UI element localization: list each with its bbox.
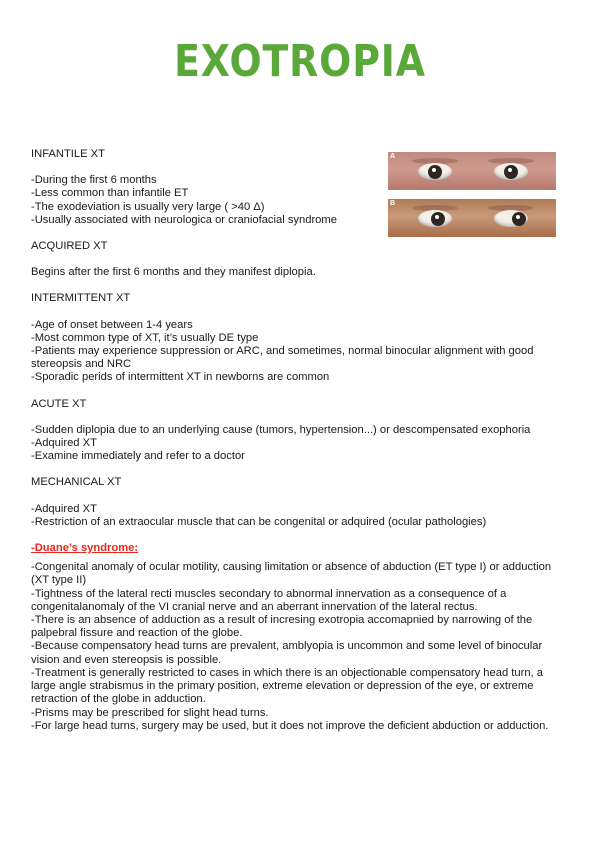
list-item: -For large head turns, surgery may be used, but it does not improve the deficient abduction or adduction.: [31, 719, 549, 732]
list-item: -Prisms may be prescribed for slight head turns.: [31, 706, 269, 719]
list-item: Begins after the first 6 months and they manifest diplopia.: [31, 266, 316, 279]
list-item: -During the first 6 months: [31, 174, 157, 187]
list-item: -Congenital anomaly of ocular motility, causing limitation or absence of abduction (ET type I) or adduction (XT type II): [31, 561, 552, 587]
list-item: -Restriction of an extraocular muscle that can be congenital or adquired (ocular pathologies): [31, 515, 487, 528]
section-heading-intermittent: INTERMITTENT XT: [31, 292, 131, 305]
list-item: -Treatment is generally restricted to cases in which there is an objectionable compensatory head turn, a large angle strabismus in the primary position, extreme elevation or depression of the eye, or extreme retraction of the globe in adduction.: [31, 666, 543, 706]
list-item: -Most common type of XT, it’s usually DE type: [31, 331, 259, 344]
list-item: -Tightness of the lateral recti muscles secondary to abnormal innervation as a consequence of a congenitalanomaly of the VI cranial nerve and an aberrant innervation of the lateral rectus.: [31, 587, 507, 613]
section-heading-acquired: ACQUIRED XT: [31, 240, 108, 253]
section-heading-duane: -Duane’s syndrome:: [31, 542, 139, 555]
list-item: -Patients may experience suppression or ARC, and sometimes, normal binocular alignment with good stereopsis and NRC: [31, 345, 534, 371]
list-item: -Sporadic perids of intermittent XT in newborns are common: [31, 371, 330, 384]
list-item: -Adquired XT: [31, 502, 97, 515]
list-item: -Sudden diplopia due to an underlying cause (tumors, hypertension...) or descompensated exophoria: [31, 423, 531, 436]
list-item: -Examine immediately and refer to a doctor: [31, 450, 245, 463]
document-body: [31, 148, 566, 733]
photo-label-b: B: [390, 200, 396, 207]
list-item: -Usually associated with neurologica or craniofacial syndrome: [31, 213, 337, 226]
page-title: EXOTROPIA: [174, 36, 426, 87]
list-item: -Less common than infantile ET: [31, 187, 189, 200]
photo-label-a: A: [390, 153, 396, 160]
list-item: -Because compensatory head turns are prevalent, amblyopia is uncommon and some level of binocular vision and even stereopsis is possible.: [31, 640, 543, 666]
section-heading-mechanical: MECHANICAL XT: [31, 476, 122, 489]
list-item: -Age of onset between 1-4 years: [31, 318, 193, 331]
list-item: -The exodeviation is usually very large ( >40 Δ): [31, 200, 265, 213]
list-item: -Adquired XT: [31, 437, 97, 450]
section-heading-infantile: INFANTILE XT: [31, 148, 105, 160]
list-item: -There is an absence of adduction as a result of incresing exotropia accomapnied by narrowing of the palpebral fissure and reaction of the globe.: [31, 614, 533, 640]
section-heading-acute: ACUTE XT: [31, 397, 87, 410]
